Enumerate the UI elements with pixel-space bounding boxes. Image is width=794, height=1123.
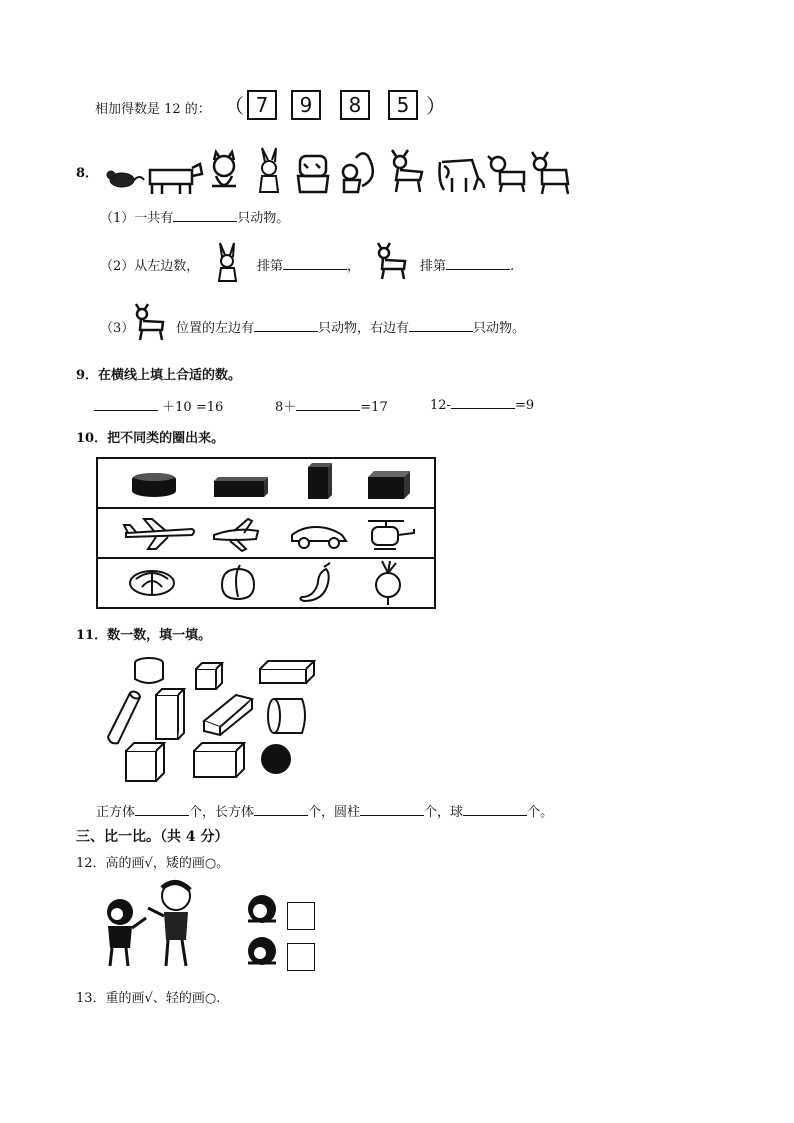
dog-icon (488, 156, 524, 192)
cylinder-icon[interactable] (135, 658, 163, 683)
mouse-icon (107, 171, 144, 187)
q11-end-label: 个。 (527, 805, 554, 820)
elephant-icon (440, 160, 485, 192)
cuboid-icon[interactable] (260, 661, 314, 683)
q12-heads (244, 893, 284, 973)
short-kid-head-icon (248, 895, 276, 923)
peach-icon[interactable] (222, 565, 254, 599)
q9-eq2-pre: 8＋ (275, 400, 297, 415)
q11-blank-cube[interactable] (135, 803, 189, 816)
short-kid-icon (107, 899, 146, 966)
q9-blank-2[interactable] (296, 398, 360, 411)
tall-kid-icon (148, 882, 190, 966)
q11-ball-label: 个，球 (424, 805, 464, 820)
q8-blank-total[interactable] (173, 209, 237, 222)
q9-eq2-post: =17 (360, 400, 388, 415)
cylinder-icon[interactable] (132, 473, 176, 497)
tiger-icon (298, 156, 328, 192)
q11-blank-cuboid[interactable] (254, 803, 308, 816)
q7-card-3[interactable]: 8 (340, 90, 370, 120)
q8-s3 (176, 317, 525, 336)
q7-prompt: 相加得数是 12 的： (95, 102, 211, 117)
goat-icon (532, 152, 568, 194)
q8-s2-end (420, 255, 514, 274)
q12-title: 12．高的画√，矮的画○。 (76, 856, 230, 871)
tall-kid-head-icon (248, 937, 276, 965)
deer-icon (392, 150, 422, 192)
q11-cylinder-label: 个，圆柱 (308, 805, 361, 820)
q9-eq3-post: =9 (514, 398, 535, 413)
q8-s2-rank-label: 排第 (257, 259, 284, 274)
q9-eq3-pre: 12- (430, 398, 451, 413)
q13-title: 13．重的画√、轻的画○. (76, 991, 221, 1006)
q11-answers (96, 801, 553, 820)
eggplant-icon[interactable] (300, 563, 330, 601)
cylinder-icon[interactable] (268, 699, 305, 733)
cuboid-icon[interactable] (194, 743, 244, 777)
radish-icon[interactable] (376, 561, 400, 605)
cylinder-icon[interactable] (108, 690, 141, 743)
q8-s1-post: 只动物。 (237, 211, 290, 226)
q9-eq-3 (430, 396, 534, 413)
q9-blank-3[interactable] (451, 396, 515, 409)
q8-s1-pre: （1）一共有 (100, 211, 174, 226)
squirrel-icon (343, 153, 373, 192)
q8-s3-right-label: 只动物，右边有 (318, 321, 410, 336)
q8-s2-mid (257, 255, 360, 274)
q11-blank-cylinder[interactable] (360, 803, 424, 816)
q8-blank-right[interactable] (409, 319, 473, 332)
q8-s3-left-label: 位置的左边有 (176, 321, 255, 336)
q7-paren-open: （ (224, 94, 244, 118)
rabbit-icon (214, 243, 242, 283)
deer-icon (134, 304, 166, 342)
q8-s2-pre: （2）从左边数， (100, 259, 200, 274)
q7-card-1[interactable]: 7 (247, 90, 277, 120)
q11-blank-ball[interactable] (463, 803, 527, 816)
q10-title: 10．把不同类的圈出来。 (76, 431, 225, 446)
q8-s2-period: . (510, 259, 515, 274)
cuboid-icon[interactable] (156, 689, 184, 739)
airplane-icon[interactable] (124, 519, 194, 549)
q8-blank-deer-rank[interactable] (446, 257, 510, 270)
q10-grid (96, 457, 436, 609)
q12-answer-box-2[interactable] (287, 943, 315, 971)
section3-title: 三、比一比。（共 4 分） (76, 829, 229, 845)
cube-icon[interactable] (368, 471, 410, 499)
q8-s1 (100, 207, 289, 226)
q8-blank-left[interactable] (254, 319, 318, 332)
q9-title: 9．在横线上填上合适的数。 (76, 368, 242, 383)
airplane-small-icon[interactable] (214, 519, 258, 551)
animal-row (100, 148, 575, 196)
cube-icon[interactable] (126, 743, 164, 781)
q8-number: 8． (76, 166, 99, 181)
q8-s3-post: 只动物。 (473, 321, 526, 336)
q9-eq1-rest: ＋10 =16 (162, 400, 224, 415)
q8-blank-rabbit-rank[interactable] (283, 257, 347, 270)
cat-icon (212, 152, 236, 186)
q11-cube-label: 正方体 (96, 805, 136, 820)
q8-s2-rank-label-2: 排第 (420, 259, 447, 274)
cabbage-icon[interactable] (130, 571, 174, 595)
cow-icon (150, 164, 202, 194)
car-icon[interactable] (292, 527, 346, 548)
q12-answer-box-1[interactable] (287, 902, 315, 930)
deer-icon (376, 243, 408, 281)
helicopter-icon[interactable] (368, 521, 414, 549)
q9-eq-1 (94, 396, 223, 415)
q11-cuboid-label: 个，长方体 (189, 805, 255, 820)
q12-kids (100, 878, 210, 974)
q9-blank-1[interactable] (94, 398, 158, 411)
q11-shapes (96, 655, 316, 785)
q11-title: 11．数一数，填一填。 (76, 628, 212, 643)
q9-eq-2 (275, 396, 388, 415)
cube-tall-icon[interactable] (308, 463, 332, 499)
rabbit-icon (260, 148, 278, 192)
cuboid-icon[interactable] (204, 695, 252, 735)
q8-s2-sep: ， (347, 259, 361, 274)
q7-card-4[interactable]: 5 (388, 90, 418, 120)
q7-card-2[interactable]: 9 (291, 90, 321, 120)
q7-paren-close: ） (426, 94, 446, 118)
cuboid-icon[interactable] (214, 477, 268, 497)
q8-s3-pre: （3） (100, 321, 135, 336)
cube-icon[interactable] (196, 663, 222, 689)
ball-icon[interactable] (261, 744, 291, 774)
